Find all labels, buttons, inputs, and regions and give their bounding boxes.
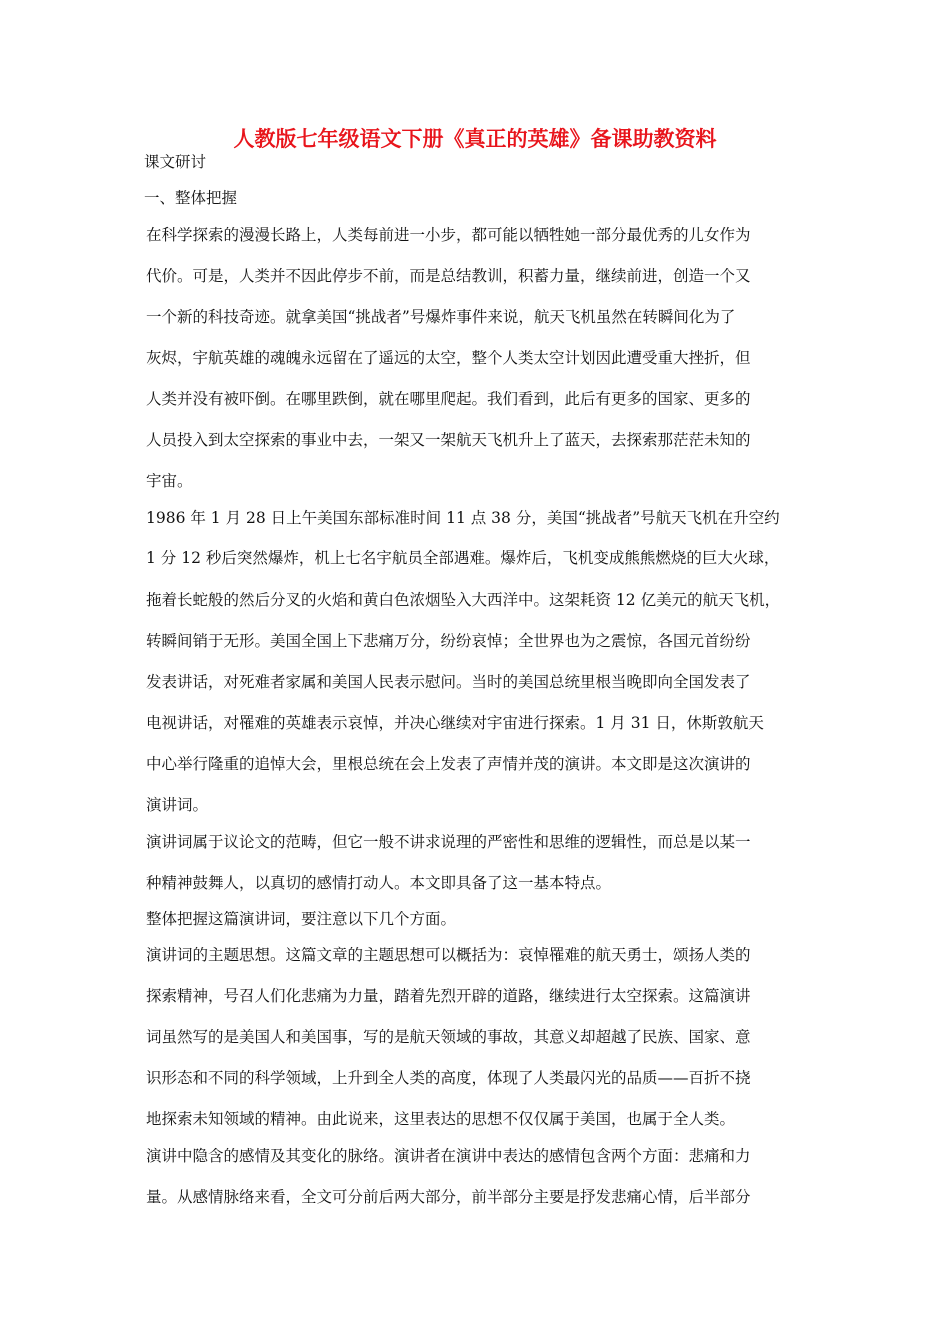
- paragraph-line: 整体把握这篇演讲词，要注意以下几个方面。: [146, 910, 457, 928]
- paragraph-line: 量。从感情脉络来看，全文可分前后两大部分，前半部分主要是抒发悲痛心情，后半部分: [146, 1188, 751, 1206]
- paragraph-line: 代价。可是，人类并不因此停步不前，而是总结教训，积蓄力量，继续前进，创造一个又: [146, 267, 751, 285]
- paragraph-line: 在科学探索的漫漫长路上，人类每前进一小步，都可能以牺牲她一部分最优秀的儿女作为: [146, 226, 751, 244]
- document-title: 人教版七年级语文下册《真正的英雄》备课助教资料: [233, 126, 717, 151]
- paragraph-line: 演讲词属于议论文的范畴，但它一般不讲求说理的严密性和思维的逻辑性，而总是以某一: [146, 833, 751, 851]
- section-heading-overview: 一、整体把握: [144, 189, 238, 207]
- section-heading-study: 课文研讨: [144, 153, 207, 171]
- paragraph-line: 宇宙。: [146, 472, 193, 490]
- paragraph-line: 词虽然写的是美国人和美国事，写的是航天领域的事故，其意义却超越了民族、国家、意: [146, 1028, 751, 1046]
- paragraph-line: 演讲词的主题思想。这篇文章的主题思想可以概括为：哀悼罹难的航天勇士，颂扬人类的: [146, 946, 751, 964]
- paragraph-line: 识形态和不同的科学领域，上升到全人类的高度，体现了人类最闪光的品质——百折不挠: [146, 1069, 751, 1087]
- paragraph-line: 电视讲话，对罹难的英雄表示哀悼，并决心继续对宇宙进行探索。1 月 31 日，休斯敦航天: [146, 714, 764, 732]
- paragraph-line: 发表讲话，对死难者家属和美国人民表示慰问。当时的美国总统里根当晚即向全国发表了: [146, 673, 751, 691]
- paragraph-line: 拖着长蛇般的然后分叉的火焰和黄白色浓烟坠入大西洋中。这架耗资 12 亿美元的航天飞机，: [146, 591, 781, 609]
- paragraph-line: 1986 年 1 月 28 日上午美国东部标准时间 11 点 38 分，美国“挑战者”号航天飞机在升空约: [146, 509, 780, 527]
- paragraph-line: 转瞬间销于无形。美国全国上下悲痛万分，纷纷哀悼；全世界也为之震惊，各国元首纷纷: [146, 632, 751, 650]
- paragraph-line: 人类并没有被吓倒。在哪里跌倒，就在哪里爬起。我们看到，此后有更多的国家、更多的: [146, 390, 751, 408]
- paragraph-line: 演讲词。: [146, 796, 209, 814]
- paragraph-line: 演讲中隐含的感情及其变化的脉络。演讲者在演讲中表达的感情包含两个方面：悲痛和力: [146, 1147, 751, 1165]
- paragraph-line: 灰烬，宇航英雄的魂魄永远留在了遥远的太空，整个人类太空计划因此遭受重大挫折，但: [146, 349, 751, 367]
- paragraph-line: 人员投入到太空探索的事业中去，一架又一架航天飞机升上了蓝天，去探索那茫茫未知的: [146, 431, 751, 449]
- paragraph-line: 中心举行隆重的追悼大会，里根总统在会上发表了声情并茂的演讲。本文即是这次演讲的: [146, 755, 751, 773]
- paragraph-line: 种精神鼓舞人，以真切的感情打动人。本文即具备了这一基本特点。: [146, 874, 612, 892]
- paragraph-line: 探索精神，号召人们化悲痛为力量，踏着先烈开辟的道路，继续进行太空探索。这篇演讲: [146, 987, 751, 1005]
- paragraph-line: 地探索未知领域的精神。由此说来，这里表达的思想不仅仅属于美国，也属于全人类。: [146, 1110, 736, 1128]
- paragraph-line: 一个新的科技奇迹。就拿美国“挑战者”号爆炸事件来说，航天飞机虽然在转瞬间化为了: [146, 308, 736, 326]
- paragraph-line: 1 分 12 秒后突然爆炸，机上七名宇航员全部遇难。爆炸后，飞机变成熊熊燃烧的巨大火球，: [146, 549, 780, 567]
